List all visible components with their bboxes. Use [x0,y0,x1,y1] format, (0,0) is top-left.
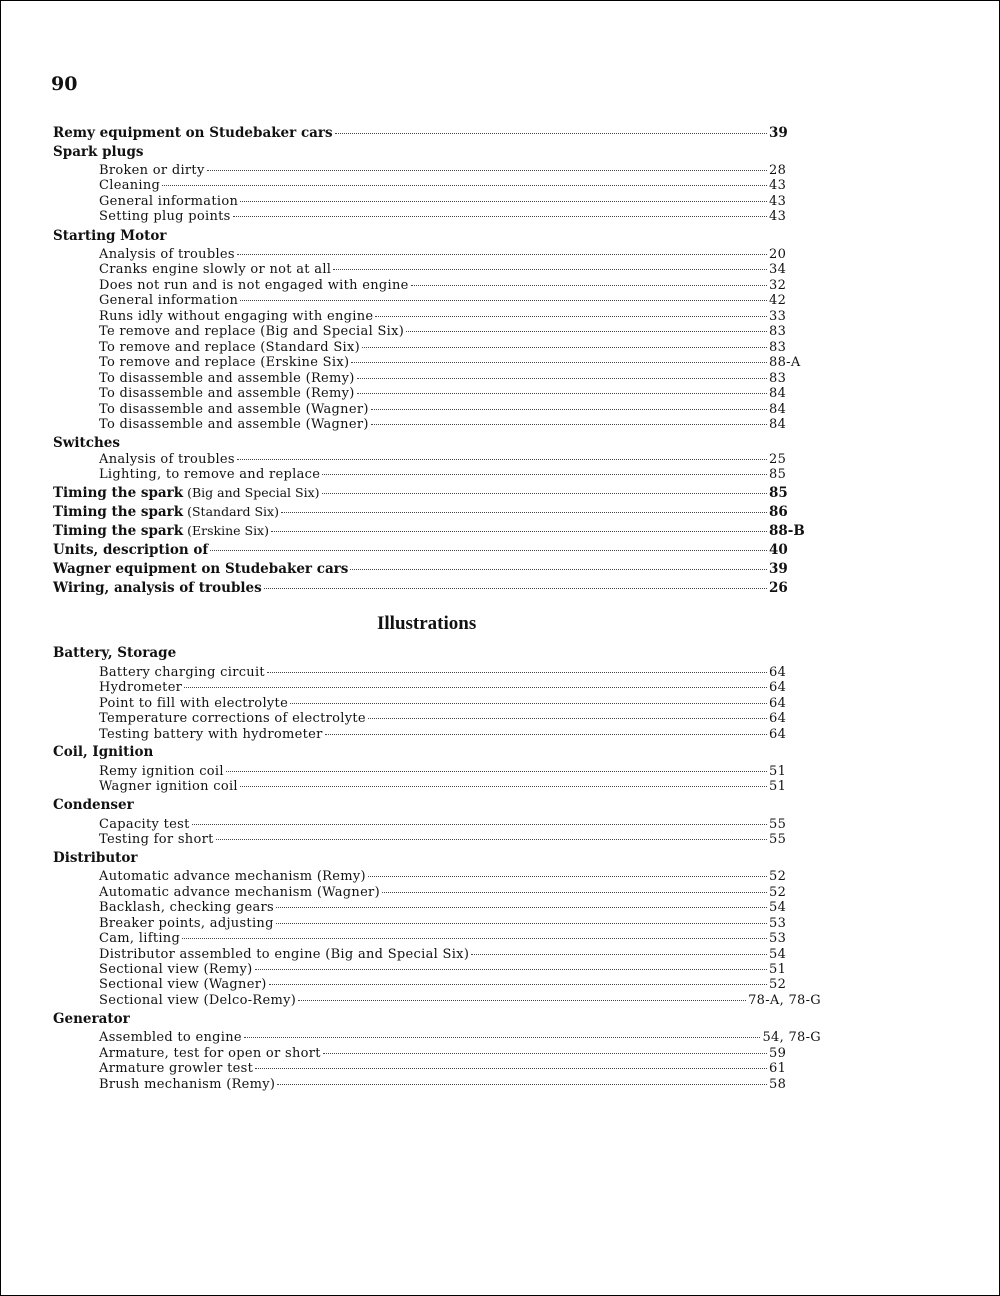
entry-label: Te remove and replace (Big and Special Six) [99,324,405,339]
dot-leader [322,492,768,494]
entry-label: Automatic advance mechanism (Remy) [99,869,366,884]
entry-page-number: 32 [769,278,787,293]
dot-leader [255,968,767,970]
index-heading-spark-plugs: Spark plugs [53,144,144,160]
dot-leader [255,1067,767,1069]
entry-page-number: 54, 78-G [762,1030,821,1045]
dot-leader [184,686,767,688]
dot-leader [233,215,767,217]
entry-label: Armature, test for open or short [99,1046,321,1061]
entry-page-number: 83 [769,340,787,355]
index-entry [99,696,821,712]
dot-leader [237,253,767,255]
entry-page-number: 84 [769,417,787,432]
index-entry [99,178,821,194]
index-entry [99,711,821,727]
entry-label: Timing the spark (Erskine Six) [53,523,269,539]
entry-label: Wagner equipment on Studebaker cars [53,561,349,577]
entry-page-number: 52 [769,885,787,900]
index-entry [53,542,821,558]
entry-label: Brush mechanism (Remy) [99,1077,276,1092]
index-entry [99,962,821,978]
entry-label: Hydrometer [99,680,183,695]
entry-label: General information [99,194,239,209]
entry-label: Testing battery with hydrometer [99,727,323,742]
entry-page-number: 58 [769,1077,787,1092]
dot-leader [471,953,767,955]
entry-label: Timing the spark (Big and Special Six) [53,485,320,501]
index-entry [99,977,821,993]
entry-page-number: 86 [769,504,788,520]
dot-leader [276,906,767,908]
entry-label: Sectional view (Remy) [99,962,253,977]
dot-leader [207,169,767,171]
index-heading-generator: Generator [53,1011,130,1027]
entry-page-number: 42 [769,293,787,308]
dot-leader [371,408,767,410]
index-entry [99,916,821,932]
section-title-illustrations: Illustrations [377,613,477,634]
dot-leader [244,1036,761,1038]
index-entry [99,355,821,371]
entry-label: Battery charging circuit [99,665,265,680]
index-heading-condenser: Condenser [53,797,134,813]
entry-label: Does not run and is not engaged with engine [99,278,409,293]
entry-label: Analysis of troubles [99,247,235,262]
dot-leader [375,315,767,317]
entry-label-suffix: (Big and Special Six) [183,485,320,500]
dot-leader [216,838,767,840]
index-entry [99,452,821,468]
entry-label: Distributor assembled to engine (Big and Special Six) [99,947,470,962]
dot-leader [264,587,767,589]
index-entry [99,262,821,278]
entry-page-number: 51 [769,962,787,977]
entry-label: Remy ignition coil [99,764,224,779]
entry-page-number: 88-A [769,355,801,370]
dot-leader [240,200,767,202]
entry-page-number: 52 [769,869,787,884]
index-heading-distributor: Distributor [53,850,138,866]
dot-leader [162,184,767,186]
index-entry [99,931,821,947]
index-entry [99,665,821,681]
entry-page-number: 54 [769,900,787,915]
index-entry [99,324,821,340]
dot-leader [351,361,767,363]
entry-page-number: 26 [769,580,788,596]
index-entry [99,386,821,402]
entry-label-suffix: (Erskine Six) [183,523,269,538]
index-entry [99,993,821,1009]
entry-page-number: 64 [769,696,787,711]
entry-label: Analysis of troubles [99,452,235,467]
index-entry [99,1077,821,1093]
entry-label: To disassemble and assemble (Remy) [99,371,355,386]
dot-leader [323,1052,767,1054]
entry-label: Timing the spark (Standard Six) [53,504,279,520]
entry-page-number: 84 [769,386,787,401]
entry-page-number: 39 [769,561,788,577]
index-entry [99,680,821,696]
entry-label: To remove and replace (Standard Six) [99,340,361,355]
dot-leader [325,733,767,735]
entry-label: To disassemble and assemble (Wagner) [99,402,369,417]
dot-leader [281,511,767,513]
entry-page-number: 61 [769,1061,787,1076]
dot-leader [267,671,767,673]
index-heading-battery-storage: Battery, Storage [53,645,177,661]
index-heading-starting-motor: Starting Motor [53,228,167,244]
entry-page-number: 20 [769,247,787,262]
index-entry [53,504,821,520]
index-entry [99,1061,821,1077]
index-entry [99,293,821,309]
index-entry [53,561,821,577]
dot-leader [226,770,767,772]
dot-leader [277,1083,767,1085]
index-entry [99,417,821,433]
entry-label: Breaker points, adjusting [99,916,274,931]
entry-page-number: 83 [769,324,787,339]
dot-leader [382,891,767,893]
entry-page-number: 64 [769,680,787,695]
entry-page-number: 43 [769,209,787,224]
index-entry [99,832,821,848]
index-entry [99,869,821,885]
index-entry [99,402,821,418]
entry-label: To remove and replace (Erskine Six) [99,355,350,370]
dot-leader [335,132,767,134]
entry-page-number: 43 [769,194,787,209]
entry-label: Sectional view (Wagner) [99,977,267,992]
index-entry [99,900,821,916]
dot-leader [357,377,767,379]
dot-leader [411,284,767,286]
entry-label-suffix: (Standard Six) [183,504,279,519]
entry-label: Wagner ignition coil [99,779,238,794]
dot-leader [406,330,767,332]
entry-label: Setting plug points [99,209,231,224]
dot-leader [357,392,767,394]
index-entry [99,371,821,387]
entry-label: Testing for short [99,832,214,847]
entry-page-number: 59 [769,1046,787,1061]
index-entry [99,1046,821,1062]
entry-page-number: 55 [769,832,787,847]
entry-label: Armature growler test [99,1061,254,1076]
entry-page-number: 64 [769,711,787,726]
dot-leader [182,937,767,939]
dot-leader [290,702,767,704]
entry-label: Automatic advance mechanism (Wagner) [99,885,380,900]
entry-label: Temperature corrections of electrolyte [99,711,366,726]
entry-label: To disassemble and assemble (Remy) [99,386,355,401]
index-heading-switches: Switches [53,435,120,451]
dot-leader [269,983,767,985]
entry-page-number: 51 [769,779,787,794]
dot-leader [333,268,767,270]
dot-leader [210,549,767,551]
dot-leader [350,568,767,570]
index-entry [99,163,821,179]
entry-label: Wiring, analysis of troubles [53,580,262,596]
dot-leader [192,823,767,825]
entry-page-number: 43 [769,178,787,193]
dot-leader [298,999,746,1001]
entry-page-number: 33 [769,309,787,324]
entry-label: Capacity test [99,817,190,832]
entry-page-number: 40 [769,542,788,558]
entry-page-number: 85 [769,485,788,501]
dot-leader [271,530,767,532]
entry-page-number: 55 [769,817,787,832]
entry-label: Backlash, checking gears [99,900,275,915]
dot-leader [240,299,767,301]
entry-label: Lighting, to remove and replace [99,467,321,482]
index-entry [99,727,821,743]
entry-page-number: 88-B [769,523,805,539]
index-entry [53,125,821,141]
dot-leader [368,875,767,877]
entry-page-number: 78-A, 78-G [748,993,821,1008]
entry-page-number: 54 [769,947,787,962]
entry-page-number: 64 [769,727,787,742]
entry-label: General information [99,293,239,308]
index-entry [99,209,821,225]
entry-page-number: 85 [769,467,787,482]
dot-leader [276,922,767,924]
entry-label: Broken or dirty [99,163,205,178]
entry-label: Cleaning [99,178,161,193]
entry-page-number: 84 [769,402,787,417]
index-entry [99,309,821,325]
index-entry [99,779,821,795]
index-entry [99,764,821,780]
index-entry [99,278,821,294]
index-entry [99,885,821,901]
page-number: 90 [51,73,78,95]
index-entry [99,817,821,833]
index-entry [53,485,821,501]
entry-label: Sectional view (Delco-Remy) [99,993,297,1008]
index-entry [53,580,821,596]
entry-page-number: 34 [769,262,787,277]
entry-page-number: 51 [769,764,787,779]
index-entry [99,1030,821,1046]
entry-label: Runs idly without engaging with engine [99,309,374,324]
entry-page-number: 64 [769,665,787,680]
entry-label: Units, description of [53,542,209,558]
index-entry [99,947,821,963]
index-heading-coil-ignition: Coil, Ignition [53,744,154,760]
entry-page-number: 39 [769,125,788,141]
entry-label: Assembled to engine [99,1030,242,1045]
entry-page-number: 53 [769,916,787,931]
entry-page-number: 52 [769,977,787,992]
entry-page-number: 28 [769,163,787,178]
index-entry [99,247,821,263]
dot-leader [240,785,767,787]
dot-leader [368,717,767,719]
dot-leader [362,346,767,348]
dot-leader [371,423,767,425]
index-entry [99,467,821,483]
entry-page-number: 83 [769,371,787,386]
entry-page-number: 53 [769,931,787,946]
index-entry [53,523,821,539]
entry-label: To disassemble and assemble (Wagner) [99,417,369,432]
entry-label: Cranks engine slowly or not at all [99,262,332,277]
dot-leader [237,458,767,460]
entry-label: Cam, lifting [99,931,181,946]
index-entry [99,194,821,210]
entry-label: Point to fill with electrolyte [99,696,289,711]
index-entry [99,340,821,356]
entry-label: Remy equipment on Studebaker cars [53,125,333,141]
dot-leader [322,473,767,475]
entry-page-number: 25 [769,452,787,467]
